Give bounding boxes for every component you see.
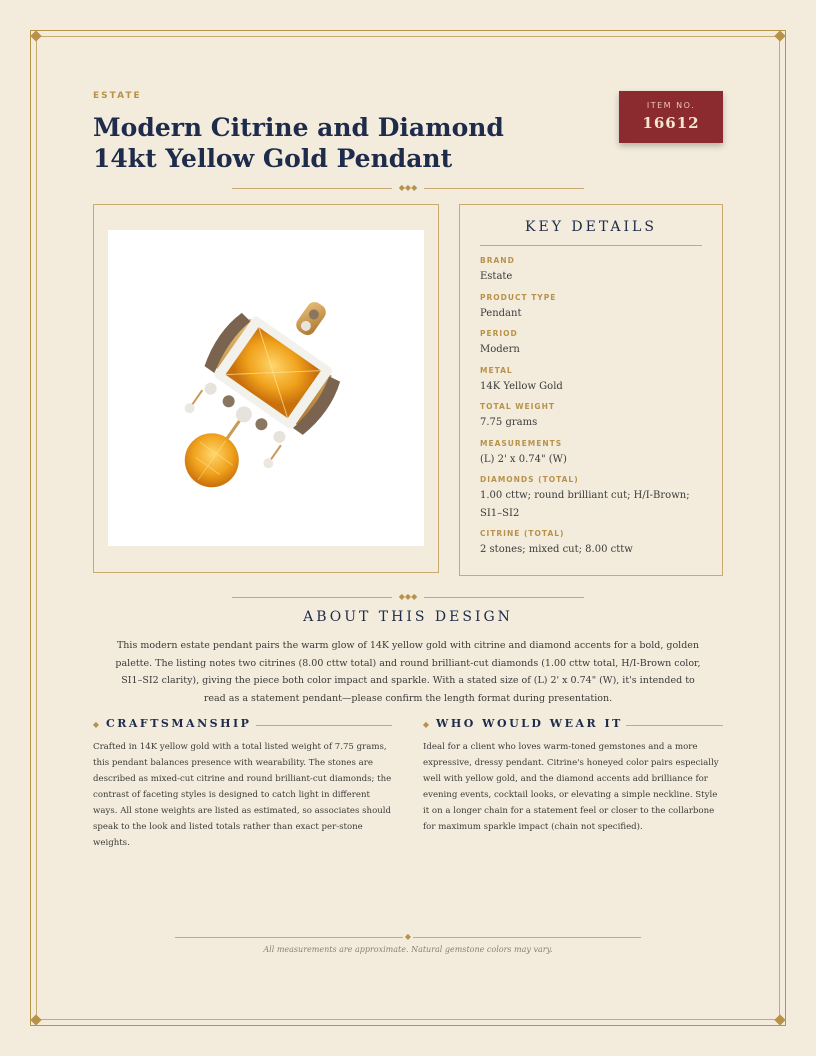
detail-value: Modern bbox=[480, 344, 520, 355]
detail-label: PRODUCT TYPE bbox=[480, 293, 557, 302]
wearer-text: Ideal for a client who loves warm-toned gemstones and a more expressive, dressy pendant. Citrine's honeyed color pairs especially well with yellow gold, and the diamond accents add brilliance for evening events, cocktail looks, or elevating a simple neckline. Style it on a longer chain for a statement feel or closer to the collarbone for maximum sparkle impact (chain not specified). bbox=[423, 742, 719, 832]
detail-metal bbox=[480, 366, 705, 396]
diamond-ornament-icon: ◆◆◆ bbox=[398, 592, 418, 601]
detail-value: 7.75 grams bbox=[480, 417, 538, 428]
divider-line bbox=[232, 597, 392, 598]
detail-citrine bbox=[480, 529, 705, 559]
detail-value: 2 stones; mixed cut; 8.00 cttw bbox=[480, 544, 633, 555]
divider-line bbox=[232, 188, 392, 189]
detail-value: 14K Yellow Gold bbox=[480, 381, 563, 392]
footer-note: All measurements are approximate. Natural gemstone colors may vary. bbox=[263, 945, 553, 954]
page-title: Modern Citrine and Diamond 14kt Yellow Gold Pendant bbox=[93, 113, 504, 173]
detail-product-type bbox=[480, 293, 705, 323]
craftsmanship-text: Crafted in 14K yellow gold with a total listed weight of 7.75 grams, this pendant balances presence with wearability. The stones are described as mixed-cut citrine and round brilliant-cut diamonds; the contrast of faceting styles is designed to catch light in different ways. All stone weights are listed as estimated, so associates should speak to the look and listed totals rather than exact per-stone weights. bbox=[93, 742, 392, 848]
divider-line bbox=[256, 725, 392, 726]
wearer-title: WHO WOULD WEAR IT bbox=[436, 717, 623, 730]
detail-measurements bbox=[480, 439, 705, 469]
detail-brand bbox=[480, 256, 705, 286]
divider-line bbox=[626, 725, 723, 726]
detail-label: TOTAL WEIGHT bbox=[480, 402, 555, 411]
detail-total-weight bbox=[480, 402, 705, 432]
detail-label: CITRINE (TOTAL) bbox=[480, 529, 565, 538]
detail-period bbox=[480, 329, 705, 359]
detail-label: PERIOD bbox=[480, 329, 518, 338]
divider-line bbox=[413, 937, 641, 938]
divider-line bbox=[424, 597, 584, 598]
item-number-badge bbox=[619, 91, 723, 143]
detail-label: METAL bbox=[480, 366, 513, 375]
detail-label: MEASUREMENTS bbox=[480, 439, 563, 448]
diamond-ornament-icon: ◆◆◆ bbox=[398, 183, 418, 192]
detail-diamonds bbox=[480, 475, 705, 523]
diamond-bullet-icon: ◆ bbox=[422, 720, 430, 729]
detail-value: Pendant bbox=[480, 308, 522, 319]
diamond-bullet-icon: ◆ bbox=[92, 720, 100, 729]
about-title: ABOUT THIS DESIGN bbox=[303, 609, 513, 625]
detail-label: BRAND bbox=[480, 256, 515, 265]
detail-value: 1.00 cttw; round brilliant cut; H/I-Brown; SI1–SI2 bbox=[480, 490, 690, 519]
diamond-ornament-icon: ◆ bbox=[404, 932, 412, 941]
pendant-image bbox=[108, 230, 424, 546]
category-eyebrow: ESTATE bbox=[93, 91, 142, 101]
detail-label: DIAMONDS (TOTAL) bbox=[480, 475, 579, 484]
divider-line bbox=[424, 188, 584, 189]
key-details-title: KEY DETAILS bbox=[525, 219, 657, 235]
detail-value: (L) 2' x 0.74" (W) bbox=[480, 454, 567, 465]
about-text: This modern estate pendant pairs the warm glow of 14K yellow gold with citrine and diamond accents for a bold, golden palette. The listing notes two citrines (8.00 cttw total) and round brilliant-cut diamonds (1.00 cttw total, H/I-Brown color, SI1–SI2 clarity), giving the piece both color impact and sparkle. With a stated size of (L) 2' x 0.74" (W), it's intended to read as a statement pendant—please confirm the length format during presentation. bbox=[115, 640, 701, 704]
detail-value: Estate bbox=[480, 271, 513, 282]
divider-line bbox=[175, 937, 403, 938]
item-number: 16612 bbox=[642, 114, 700, 132]
divider-line bbox=[480, 245, 702, 246]
product-photo bbox=[108, 230, 424, 546]
item-number-label: ITEM NO. bbox=[646, 101, 696, 110]
craftsmanship-title: CRAFTSMANSHIP bbox=[106, 717, 252, 730]
